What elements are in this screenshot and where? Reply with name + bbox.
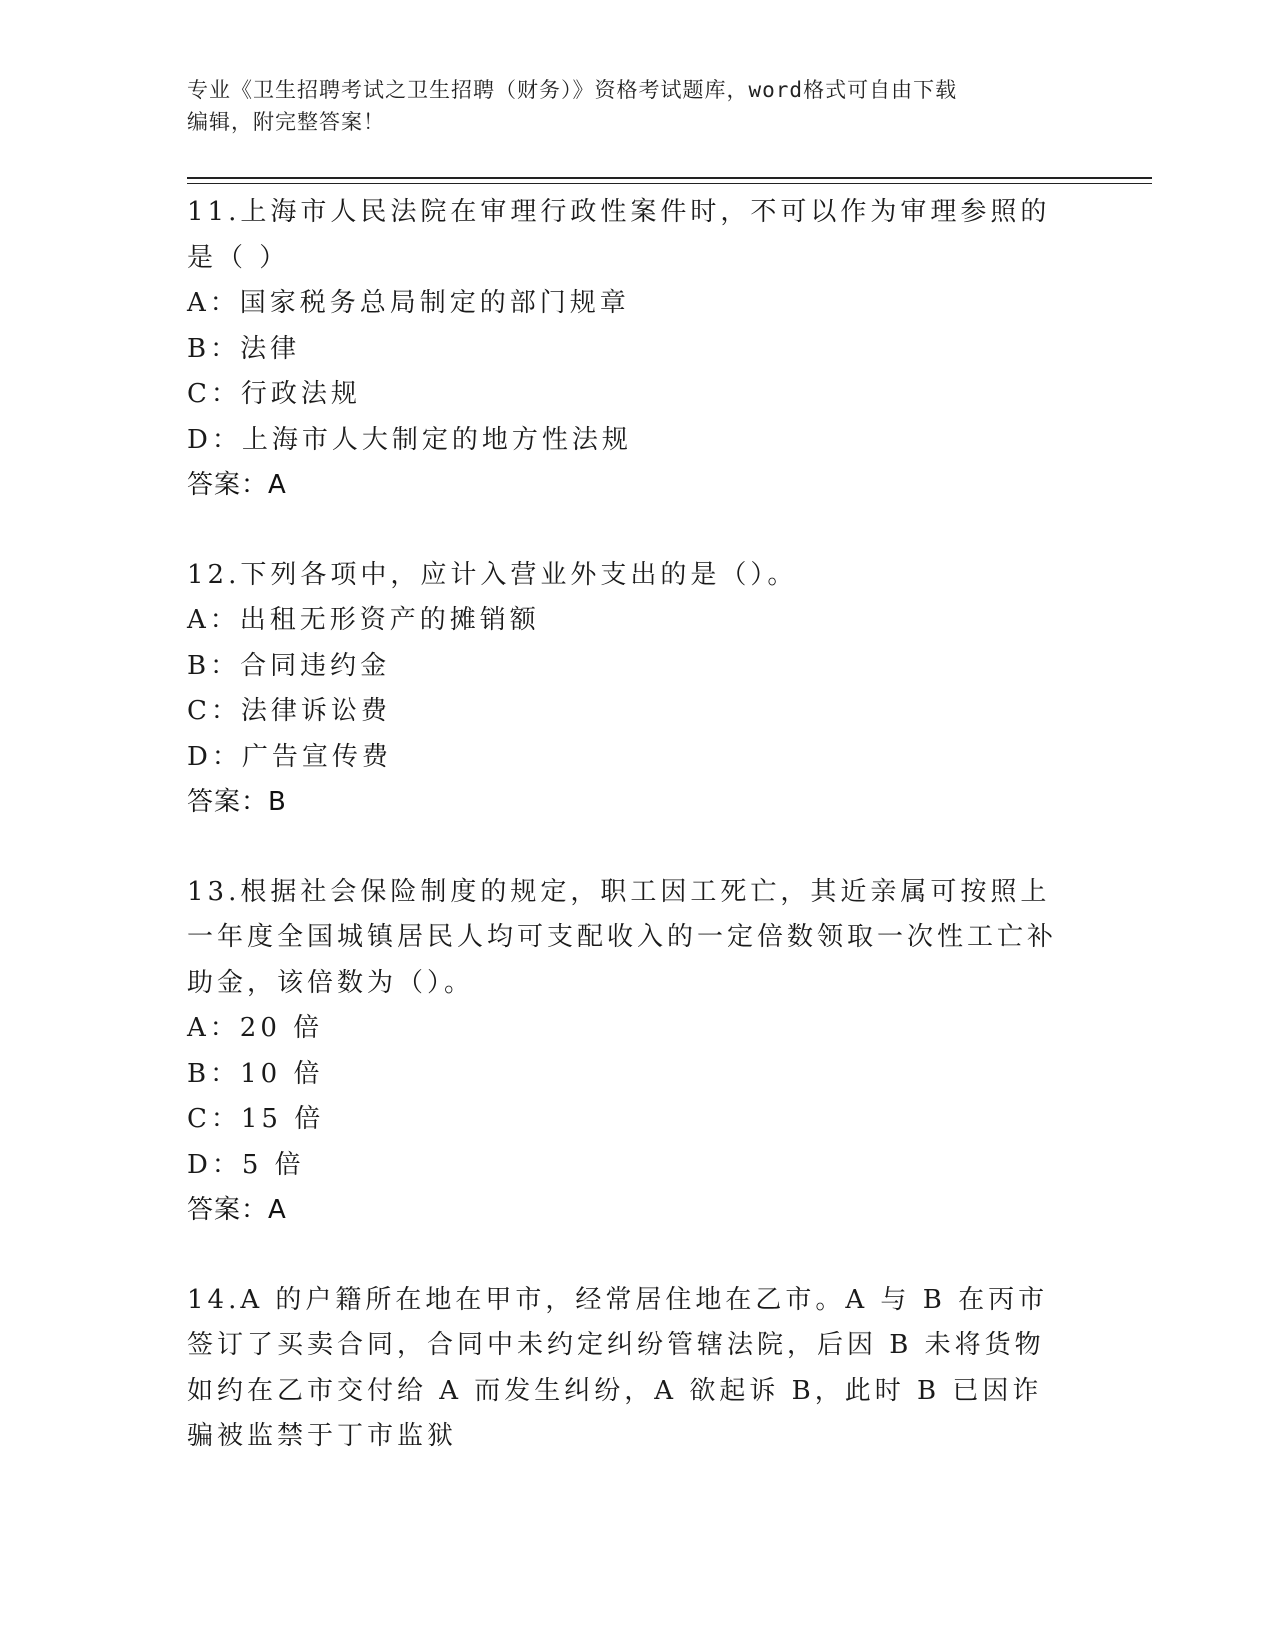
question-stem: 11.上海市人民法院在审理行政性案件时，不可以作为审理参照的是（ ） bbox=[187, 197, 1051, 273]
option-a: A：20 倍 bbox=[187, 1013, 324, 1043]
header-line-2: 编辑，附完整答案！ bbox=[187, 110, 385, 134]
question-item bbox=[187, 553, 1067, 826]
option-b: B：10 倍 bbox=[187, 1058, 324, 1089]
header-divider-thin bbox=[187, 183, 1152, 184]
document-header bbox=[187, 74, 1067, 138]
question-list bbox=[187, 190, 1067, 1504]
answer-line: 答案：A bbox=[187, 1195, 287, 1225]
option-a: A：国家税务总局制定的部门规章 bbox=[187, 288, 630, 318]
question-item bbox=[187, 190, 1067, 509]
option-d: D：5 倍 bbox=[187, 1149, 305, 1180]
answer-line: 答案：B bbox=[187, 787, 287, 817]
option-c: C：15 倍 bbox=[187, 1104, 325, 1134]
question-stem: 12.下列各项中，应计入营业外支出的是（）。 bbox=[187, 559, 798, 590]
option-b: B：合同违约金 bbox=[187, 650, 391, 681]
question-stem: 13.根据社会保险制度的规定，职工因工死亡，其近亲属可按照上一年度全国城镇居民人均可支配收入的一定倍数领取一次性工亡补助金，该倍数为（）。 bbox=[187, 876, 1058, 998]
option-d: D：上海市人大制定的地方性法规 bbox=[187, 424, 632, 455]
question-item bbox=[187, 1278, 1067, 1460]
option-c: C：行政法规 bbox=[187, 379, 361, 409]
answer-line: 答案：A bbox=[187, 470, 287, 500]
option-d: D：广告宣传费 bbox=[187, 741, 392, 772]
question-item bbox=[187, 870, 1067, 1234]
question-stem: 14.A 的户籍所在地在甲市，经常居住地在乙市。A 与 B 在丙市签订了买卖合同，合同中未约定纠纷管辖法院，后因 B 未将货物如约在乙市交付给 A 而发生纠纷，A 欲起诉 B，此时 B 已因诈骗被监禁于丁市监狱 bbox=[187, 1284, 1049, 1451]
header-line-1: 专业《卫生招聘考试之卫生招聘（财务）》资格考试题库，word格式可自由下载 bbox=[187, 78, 958, 102]
option-a: A：出租无形资产的摊销额 bbox=[187, 605, 540, 635]
header-divider-thick bbox=[187, 177, 1152, 179]
option-b: B：法律 bbox=[187, 333, 301, 364]
option-c: C：法律诉讼费 bbox=[187, 696, 391, 726]
